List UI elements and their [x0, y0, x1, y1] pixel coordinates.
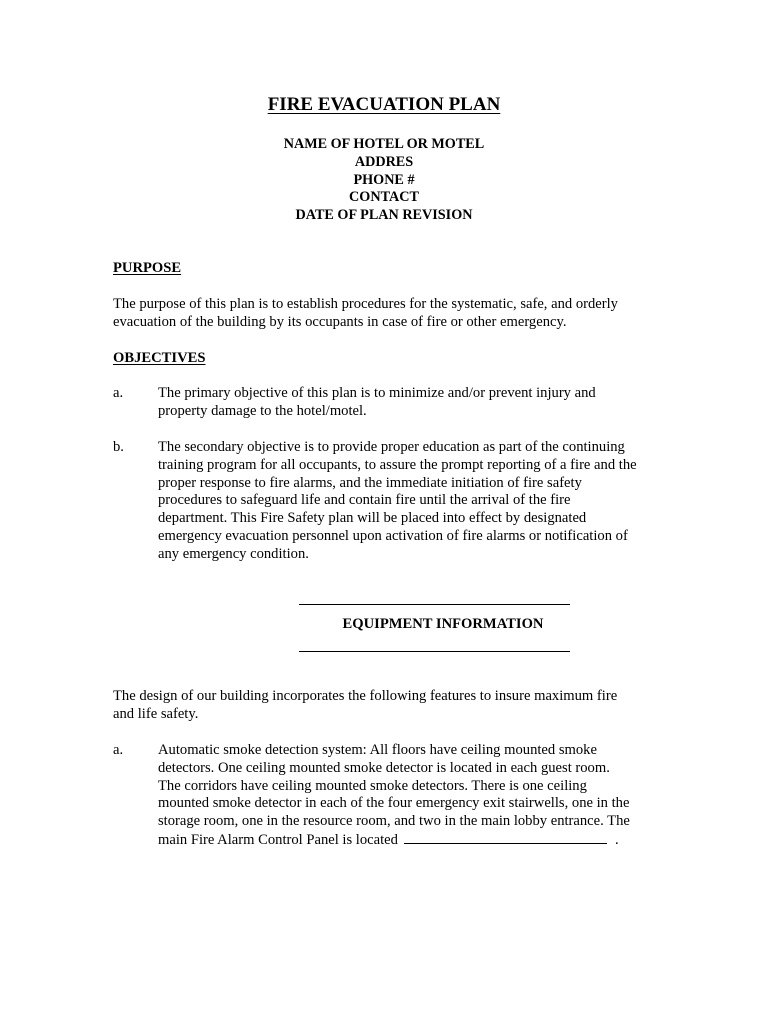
objective-a-letter: a. [113, 385, 124, 401]
trailing-period: . [614, 831, 619, 848]
equipment-heading: EQUIPMENT INFORMATION [342, 616, 544, 632]
paragraph-line: The design of our building incorporates the following features to insure maximum fire [113, 688, 618, 704]
paragraph-line: evacuation of the building by its occupants in case of fire or other emergency. [113, 313, 567, 330]
paragraph-line: training program for all occupants, to assure the prompt reporting of a fire and the [158, 456, 637, 473]
paragraph-line: proper response to fire alarms, and the immediate initiation of fire safety [158, 474, 582, 491]
objectives-heading: OBJECTIVES [113, 350, 206, 366]
phone-line: PHONE # [353, 171, 415, 188]
hotel-name-line: NAME OF HOTEL OR MOTEL [283, 136, 485, 152]
contact-line: CONTACT [349, 189, 419, 206]
paragraph-line: The secondary objective is to provide proper education as part of the continuing [158, 439, 625, 455]
paragraph-line: The corridors have ceiling mounted smoke detectors. There is one ceiling [158, 777, 587, 794]
paragraph-line: detectors. One ceiling mounted smoke detector is located in each guest room. [158, 759, 610, 776]
paragraph-line: emergency evacuation personnel upon activation of fire alarms or notification of [158, 527, 628, 544]
purpose-heading: PURPOSE [113, 260, 182, 276]
objective-b-letter: b. [113, 439, 124, 455]
paragraph-line: department. This Fire Safety plan will be placed into effect by designated [158, 510, 587, 527]
paragraph-line: and life safety. [113, 705, 199, 722]
document-title [0, 94, 768, 116]
equipment-a-letter: a. [113, 742, 124, 758]
objective-b-text [158, 439, 678, 564]
fill-in-blank-line [404, 831, 607, 844]
paragraph-line: storage room, one in the resource room, and two in the main lobby entrance. The [158, 813, 630, 830]
purpose-paragraph [113, 296, 673, 332]
paragraph-line: property damage to the hotel/motel. [158, 402, 367, 419]
paragraph-line: The purpose of this plan is to establish procedures for the systematic, safe, and orderly [113, 296, 618, 312]
paragraph-line: mounted smoke detector in each of the four emergency exit stairwells, one in the [158, 795, 630, 812]
equipment-top-rule [299, 604, 570, 605]
paragraph-line-with-blank [158, 831, 678, 850]
paragraph-line: main Fire Alarm Control Panel is located [158, 831, 398, 848]
objective-a-text [158, 385, 678, 421]
paragraph-line: Automatic smoke detection system: All floors have ceiling mounted smoke [158, 742, 597, 758]
paragraph-line: The primary objective of this plan is to minimize and/or prevent injury and [158, 385, 596, 401]
equipment-bottom-rule [299, 651, 570, 652]
hotel-info-block [0, 136, 768, 225]
paragraph-line: any emergency condition. [158, 545, 309, 562]
paragraph-line: procedures to safeguard life and contain fire until the arrival of the fire [158, 492, 571, 509]
equipment-a-text [158, 742, 678, 850]
document-title-text: FIRE EVACUATION PLAN [267, 94, 501, 115]
address-line: ADDRES [354, 153, 414, 170]
revision-date-line: DATE OF PLAN REVISION [295, 207, 473, 224]
equipment-intro-paragraph [113, 688, 673, 724]
